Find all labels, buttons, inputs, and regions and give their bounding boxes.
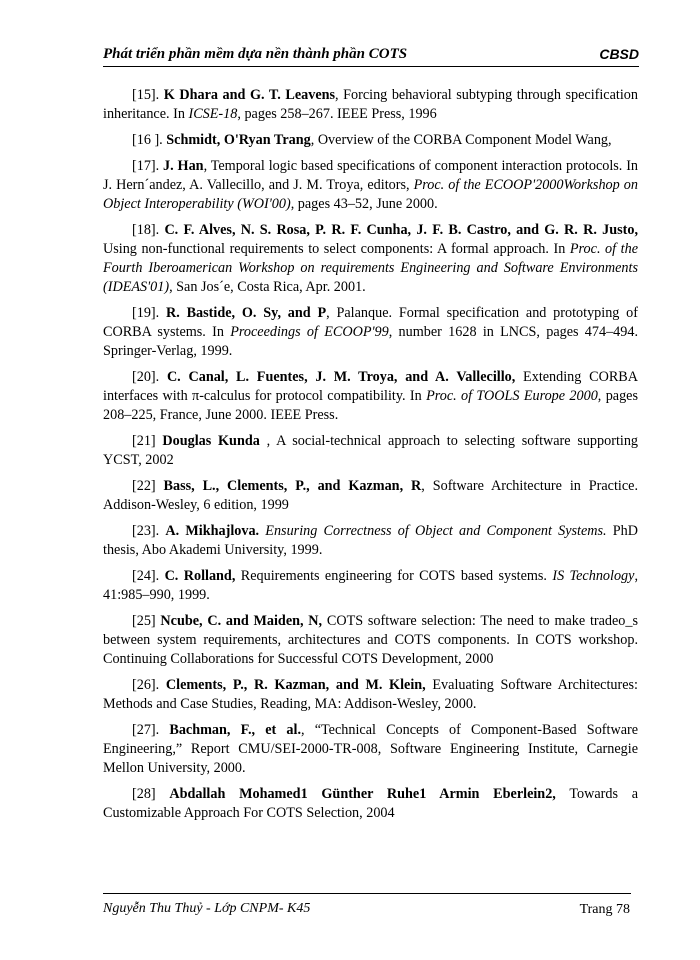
reference-list [103, 86, 638, 830]
reference-item: [17]. J. Han, Temporal logic based specifications of component interaction protocols. In J. Hern´andez, A. Vallecillo, and J. M. Troya, editors, Proc. of the ECOOP'2000Workshop on Object Interoperability (WOI'00), pages 43–52, June 2000. [103, 158, 639, 212]
footer-divider [103, 893, 631, 894]
reference-item: [18]. C. F. Alves, N. S. Rosa, P. R. F. Cunha, J. F. B. Castro, and G. R. R. Justo, Using non-functional requirements to select components: A formal approach. In Proc. of the Fourth Iberoamerican Workshop on requirements Engineering and Software Environments (IDEAS'01), San Jos´e, Costa Rica, Apr. 2001. [103, 222, 639, 295]
page-number: Trang 78 [579, 902, 630, 917]
reference-item: [27]. Bachman, F., et al., “Technical Concepts of Component-Based Software Engineering,” Report CMU/SEI-2000-TR-008, Software Engineering Institute, Carnegie Mellon University, 2000. [103, 722, 639, 776]
reference-item: [24]. C. Rolland, Requirements engineering for COTS based systems. IS Technology, 41:985–990, 1999. [103, 568, 638, 603]
reference-item: [26]. Clements, P., R. Kazman, and M. Klein, Evaluating Software Architectures: Methods and Case Studies, Reading, MA: Addison-Wesley, 2000. [103, 677, 638, 712]
page-header [103, 44, 639, 67]
reference-item: [15]. K Dhara and G. T. Leavens, Forcing behavioral subtyping through specification inheritance. In ICSE-18, pages 258–267. IEEE Press, 1996 [103, 87, 638, 122]
footer-author: Nguyễn Thu Thuỷ - Lớp CNPM- K45 [103, 901, 311, 916]
reference-item: [21] Douglas Kunda , A social-technical approach to selecting software supporting YCST, 2002 [103, 433, 639, 468]
reference-item: [19]. R. Bastide, O. Sy, and P, Palanque. Formal specification and prototyping of CORBA systems. In Proceedings of ECOOP'99, number 1628 in LNCS, pages 474–494. Springer-Verlag, 1999. [103, 305, 639, 359]
header-title: Phát triển phần mềm dựa nền thành phần COTS [103, 46, 408, 62]
reference-item: [16 ]. Schmidt, O'Ryan Trang, Overview of the CORBA Component Model Wang, [132, 132, 612, 148]
reference-item: [28] Abdallah Mohamed1 Günther Ruhe1 Armin Eberlein2, Towards a Customizable Approach For COTS Selection, 2004 [103, 786, 638, 821]
reference-item: [25] Ncube, C. and Maiden, N, COTS software selection: The need to make tradeo_s between system requirements, architectures and COTS components. In COTS workshop. Continuing Collaborations for Successful COTS Development, 2000 [103, 613, 639, 667]
reference-item: [22] Bass, L., Clements, P., and Kazman, R, Software Architecture in Practice. Addison-Wesley, 6 edition, 1999 [103, 478, 638, 513]
reference-item: [20]. C. Canal, L. Fuentes, J. M. Troya, and A. Vallecillo, Extending CORBA interfaces with π-calculus for protocol compatibility. In Proc. of TOOLS Europe 2000, pages 208–225, France, June 2000. IEEE Press. [103, 369, 639, 423]
reference-item: [23]. A. Mikhajlova. Ensuring Correctness of Object and Component Systems. PhD thesis, Abo Akademi University, 1999. [103, 523, 639, 558]
header-tag: CBSD [599, 46, 639, 62]
